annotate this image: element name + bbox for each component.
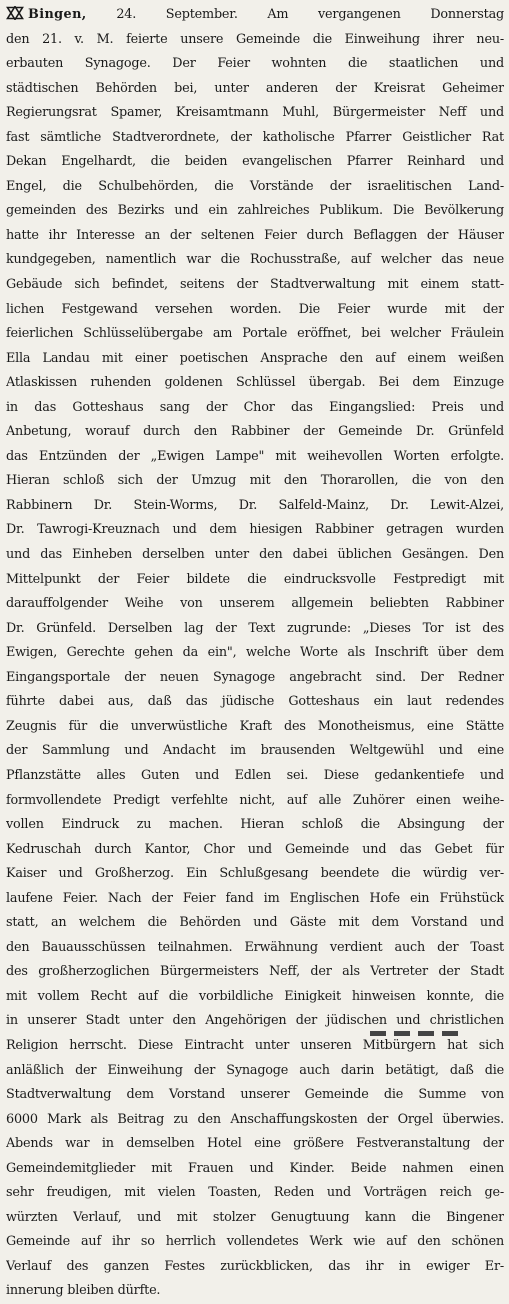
article-line: der Sammlung und Andacht im brausenden Weltgewühl und eine xyxy=(6,743,504,759)
article-line: sehr freudigen, mit vielen Toasten, Reden und Vorträgen reich ge- xyxy=(6,1185,504,1201)
article-line: innerung bleiben dürfte. xyxy=(6,1283,161,1299)
article-line: Hieran schloß sich der Umzug mit den Thorarollen, die von den xyxy=(6,473,504,489)
article-line: Zeugnis für die unverwüstliche Kraft des Monotheismus, eine Stätte xyxy=(6,718,504,734)
article-line: den 21. v. M. feierte unsere Gemeinde die Einweihung ihrer neu- xyxy=(6,31,504,47)
article-line: mit vollem Recht auf die vorbildliche Einigkeit hinweisen konnte, die xyxy=(6,988,504,1004)
article-line: Anbetung, worauf durch den Rabbiner der Gemeinde Dr. Grünfeld xyxy=(6,424,504,440)
article-line: den Bauausschüssen teilnahmen. Erwähnung verdient auch der Toast xyxy=(6,939,504,955)
article-line: das Entzünden der „Ewigen Lampe" mit weihevollen Worten erfolgte. xyxy=(6,448,504,464)
article-line: statt, an welchem die Behörden und Gäste mit dem Vorstand und xyxy=(6,915,504,931)
article-line: städtischen Behörden bei, unter anderen der Kreisrat Geheimer xyxy=(6,80,504,96)
article-line: feierlichen Schlüsselübergabe am Portale eröffnet, bei welcher Fräulein xyxy=(6,326,504,342)
article-line: Mittelpunkt der Feier bildete die eindrucksvolle Festpredigt mit xyxy=(6,571,504,587)
article-line: Verlauf des ganzen Festes zurückblicken, das ihr in ewiger Er- xyxy=(6,1258,504,1274)
article-line: formvollendete Predigt verfehlte nicht, auf alle Zuhörer einen weihe- xyxy=(6,792,504,808)
article-date: 24. September. xyxy=(116,7,238,22)
article-line: Ewigen, Gerechte gehen da ein", welche Worte als Inschrift über dem xyxy=(6,645,504,661)
article-line: vollen Eindruck zu machen. Hieran schloß die Absingung der xyxy=(6,817,504,833)
article-line: Dr. Tawrogi-Kreuznach und dem hiesigen Rabbiner getragen wurden xyxy=(6,522,504,538)
article-line: anläßlich der Einweihung der Synagoge auch darin betätigt, daß die xyxy=(6,1062,504,1078)
article-line: Engel, die Schulbehörden, die Vorstände der israelitischen Land- xyxy=(6,178,504,194)
star-of-david-icon xyxy=(6,6,24,20)
article-line: Dekan Engelhardt, die beiden evangelischen Pfarrer Reinhard und xyxy=(6,154,504,170)
article-body xyxy=(6,28,504,1304)
article-line: Eingangsportale der neuen Synagoge angebracht sind. Der Redner xyxy=(6,669,504,685)
article-line: Dr. Grünfeld. Derselben lag der Text zugrunde: „Dieses Tor ist des xyxy=(6,620,504,636)
article-line: Atlaskissen ruhenden goldenen Schlüssel übergab. Bei dem Einzuge xyxy=(6,375,504,391)
article-line: Gemeinde auf ihr so herrlich vollendetes Werk wie auf den schönen xyxy=(6,1234,504,1250)
article-line: erbauten Synagoge. Der Feier wohnten die staatlichen und xyxy=(6,56,504,72)
article-line: 6000 Mark als Beitrag zu den Anschaffungskosten der Orgel überwies. xyxy=(6,1111,504,1127)
article-line: laufene Feier. Nach der Feier fand im Englischen Hofe ein Frühstück xyxy=(6,890,504,906)
article-line: hatte ihr Interesse an der seltenen Feier durch Beflaggen der Häuser xyxy=(6,227,504,243)
article-place: Bingen, xyxy=(28,7,87,22)
article-line: darauffolgender Weihe von unserem allgemein beliebten Rabbiner xyxy=(6,596,504,612)
article-line: Gemeindemitglieder mit Frauen und Kinder. Beide nahmen einen xyxy=(6,1160,504,1176)
article-line: Religion herrscht. Diese Eintracht unter unseren Mitbürgern hat sich xyxy=(6,1037,504,1053)
article-line: und das Einheben derselben unter den dabei üblichen Gesängen. Den xyxy=(6,547,504,563)
article-line: in das Gotteshaus sang der Chor das Eingangslied: Preis und xyxy=(6,399,504,415)
article-line: führte dabei aus, daß das jüdische Gotteshaus ein laut redendes xyxy=(6,694,504,710)
article-line: Rabbinern Dr. Stein-Worms, Dr. Salfeld-Mainz, Dr. Lewit-Alzei, xyxy=(6,497,504,513)
article-line: kundgegeben, namentlich war die Rochusstraße, auf welcher das neue xyxy=(6,252,504,268)
article-line: des großherzoglichen Bürgermeisters Neff, der als Vertreter der Stadt xyxy=(6,964,504,980)
article-line: in unserer Stadt unter den Angehörigen der jüdischen und christlichen xyxy=(6,1013,504,1029)
article-line: Kedruschah durch Kantor, Chor und Gemeinde und das Gebet für xyxy=(6,841,504,857)
article-line: würzten Verlauf, und mit stolzer Genugtuung kann die Bingener xyxy=(6,1209,504,1225)
clipped-next-line xyxy=(370,1021,490,1029)
article-line: lichen Festgewand versehen worden. Die Feier wurde mit der xyxy=(6,301,504,317)
article-line: Pflanzstätte alles Guten und Edlen sei. Diese gedankentiefe und xyxy=(6,767,504,783)
article-line: Abends war in demselben Hotel eine größere Festveranstaltung der xyxy=(6,1136,504,1152)
article-line: Am vergangenen Donnerstag xyxy=(267,7,504,22)
article-first-line xyxy=(6,3,504,28)
article-line: Stadtverwaltung dem Vorstand unserer Gemeinde die Summe von xyxy=(6,1087,504,1103)
article-line: fast sämtliche Stadtverordnete, der katholische Pfarrer Geistlicher Rat xyxy=(6,129,504,145)
article-line: gemeinden des Bezirks und ein zahlreiches Publikum. Die Bevölkerung xyxy=(6,203,504,219)
article-line: Ella Landau mit einer poetischen Ansprache den auf einem weißen xyxy=(6,350,504,366)
article-line: Gebäude sich befindet, seitens der Stadtverwaltung mit einem statt- xyxy=(6,277,504,293)
article-line: Kaiser und Großherzog. Ein Schlußgesang beendete die würdig ver- xyxy=(6,866,504,882)
article-line: Regierungsrat Spamer, Kreisamtmann Muhl, Bürgermeister Neff und xyxy=(6,105,504,121)
